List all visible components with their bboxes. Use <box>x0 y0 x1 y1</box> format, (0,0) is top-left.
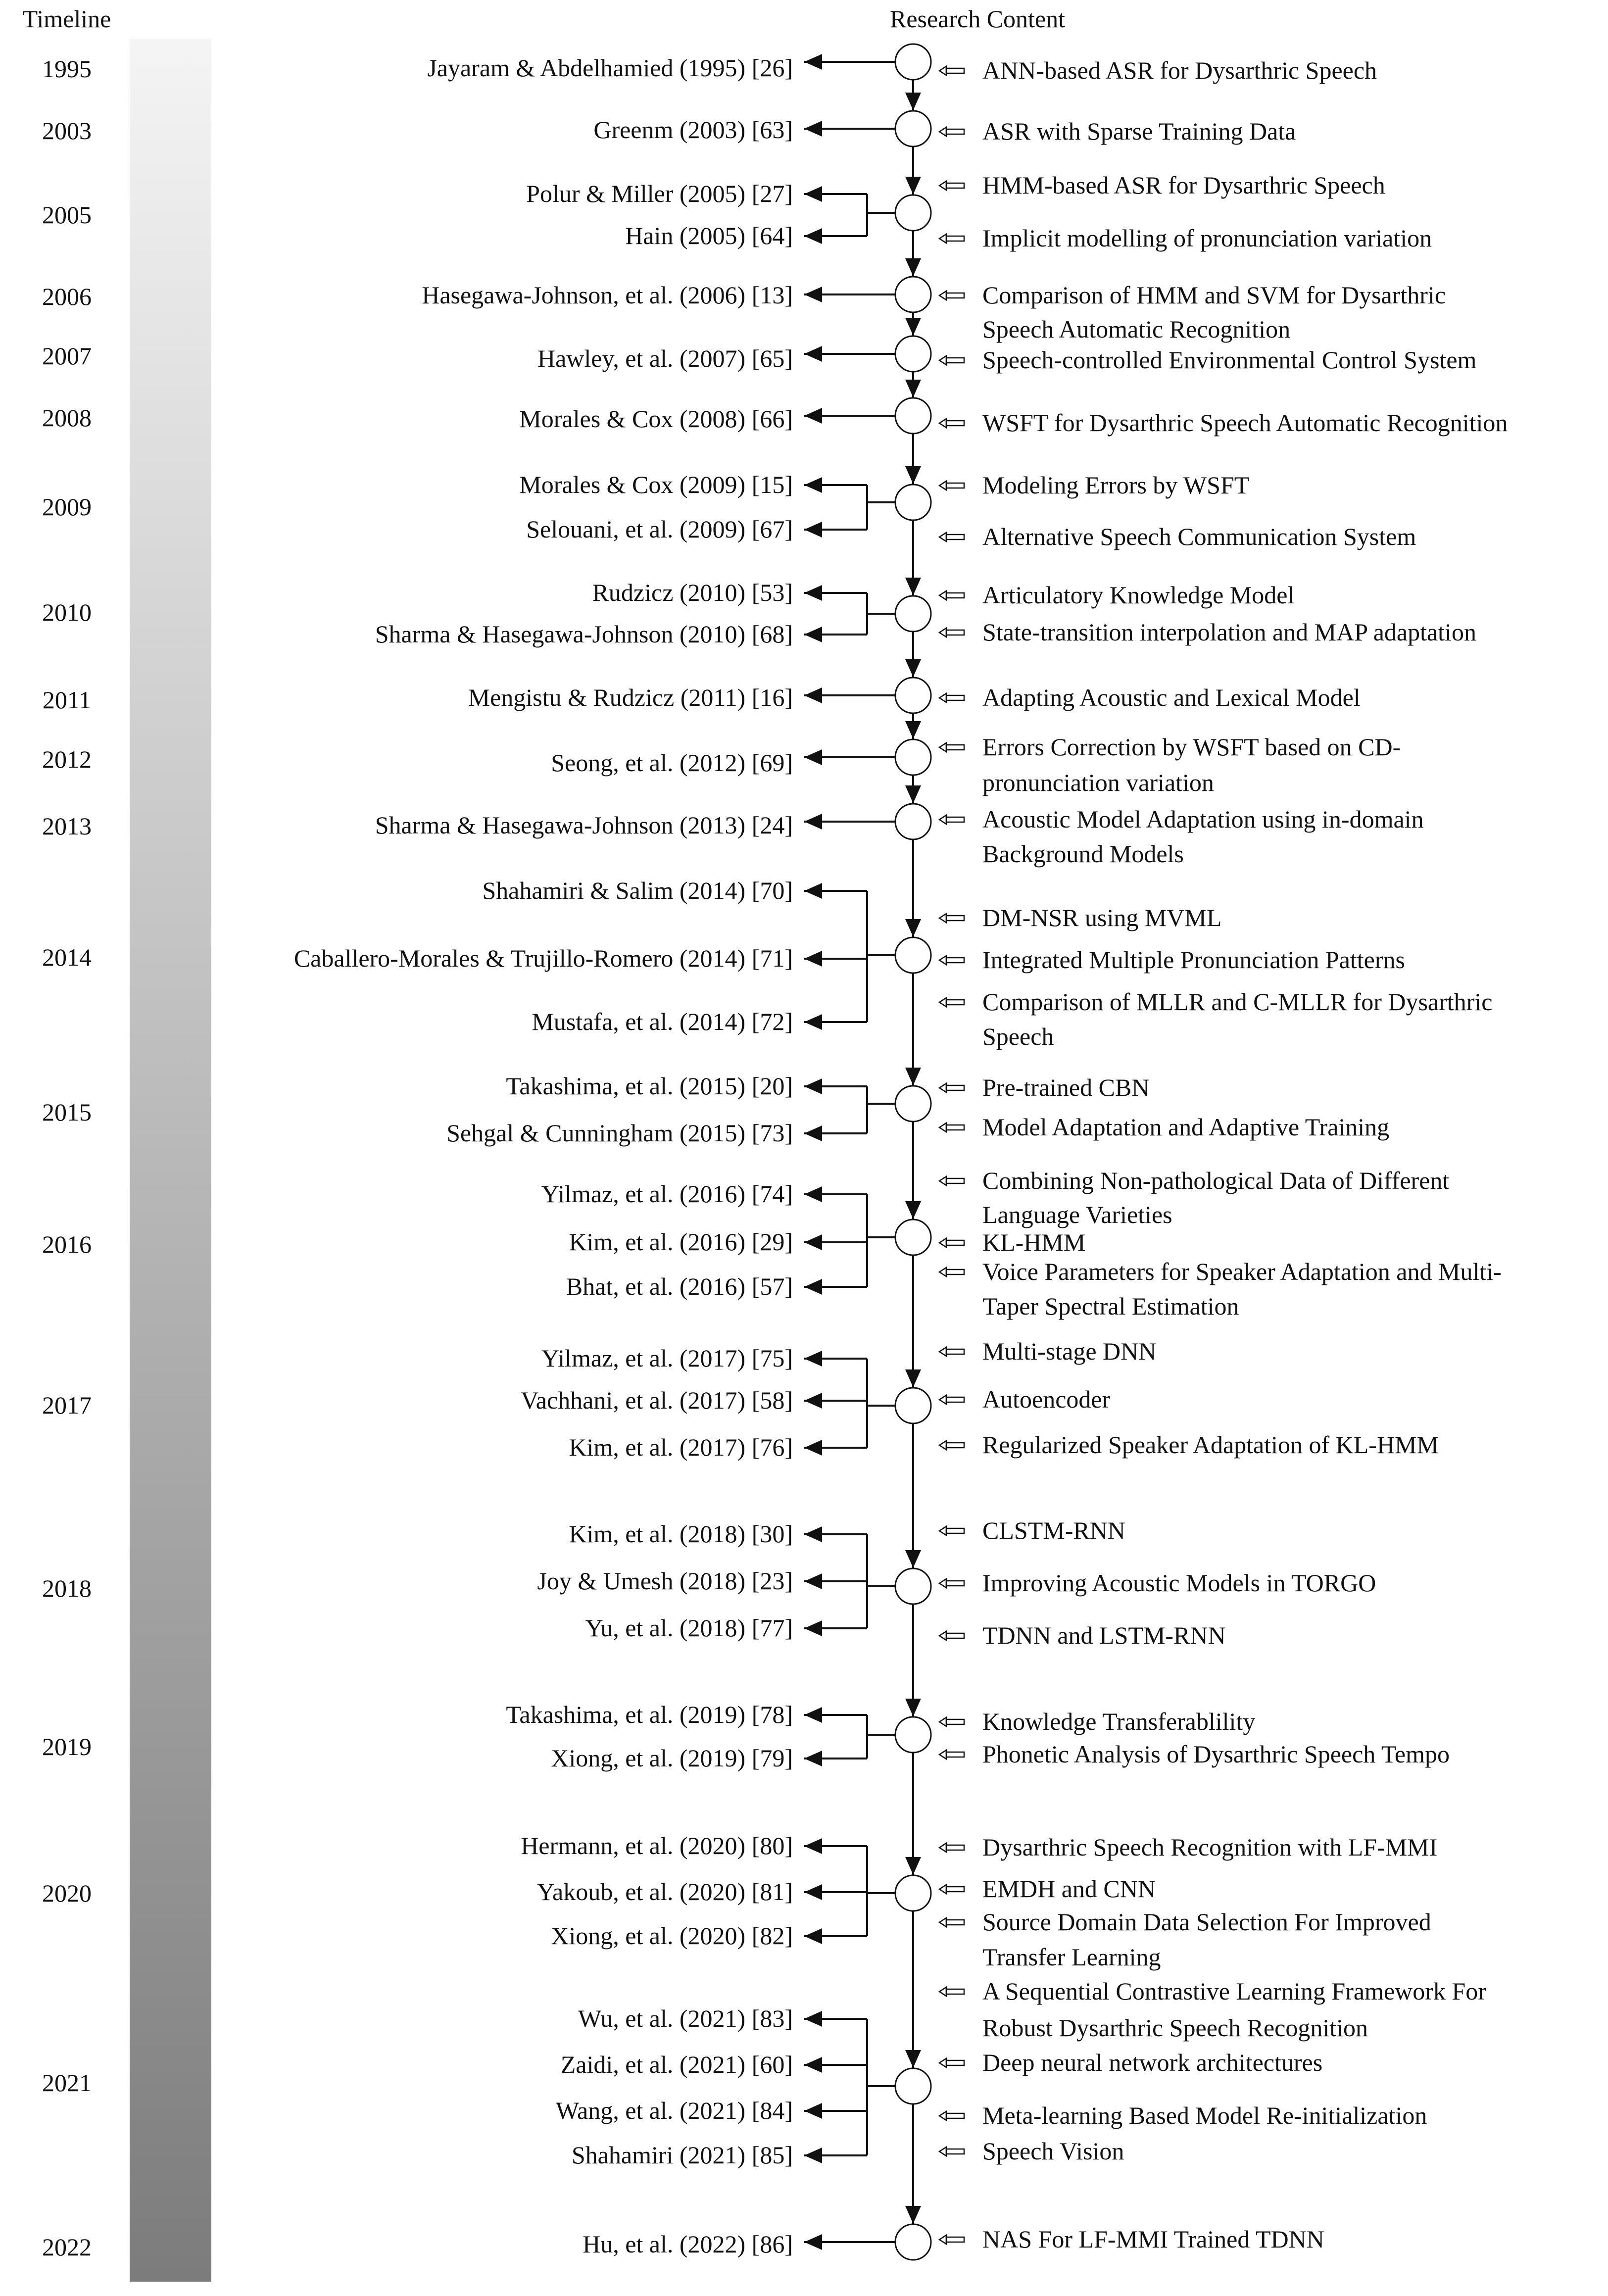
research-content-text: Pre-trained CBN <box>982 1074 1150 1101</box>
year-label: 2005 <box>42 201 92 229</box>
research-content-text: Regularized Speaker Adaptation of KL-HMM <box>982 1431 1439 1459</box>
year-group-2009 <box>42 471 1416 550</box>
content-pointer-icon <box>939 356 964 365</box>
reference-citation: Jayaram & Abdelhamied (1995) [26] <box>427 54 793 82</box>
reference-citation: Shahamiri & Salim (2014) [70] <box>482 877 793 904</box>
reference-citation: Morales & Cox (2008) [66] <box>519 405 793 433</box>
research-content-text: HMM-based ASR for Dysarthric Speech <box>982 171 1385 199</box>
research-content-text: DM-NSR using MVML <box>982 904 1222 931</box>
year-group-2021 <box>42 1977 1486 2169</box>
year-label: 2015 <box>42 1098 92 1126</box>
reference-citation: Hain (2005) [64] <box>625 222 793 249</box>
timeline-node <box>895 2068 931 2104</box>
reference-citation: Yilmaz, et al. (2017) [75] <box>541 1344 793 1372</box>
research-content-text: Combining Non-pathological Data of Different <box>982 1167 1450 1194</box>
timeline-node <box>895 1388 931 1423</box>
timeline-node <box>895 1220 931 1255</box>
reference-citation: Morales & Cox (2009) [15] <box>519 471 793 498</box>
content-pointer-icon <box>939 1918 964 1927</box>
content-pointer-icon <box>939 2111 964 2120</box>
research-content-text: Phonetic Analysis of Dysarthric Speech Tempo <box>982 1740 1450 1768</box>
research-content-text: Background Models <box>982 840 1184 868</box>
year-label: 2021 <box>42 2069 92 2097</box>
year-group-2018 <box>42 1516 1376 1649</box>
timeline-node <box>895 596 931 632</box>
research-content-text: Improving Acoustic Models in TORGO <box>982 1569 1376 1597</box>
year-label: 2016 <box>42 1230 92 1258</box>
timeline-node <box>895 44 931 80</box>
research-content-text: Dysarthric Speech Recognition with LF-MMI <box>982 1833 1438 1861</box>
timeline-node <box>895 804 931 839</box>
year-label: 2013 <box>42 812 92 840</box>
research-content-text: EMDH and CNN <box>982 1875 1156 1903</box>
content-pointer-icon <box>939 419 964 428</box>
research-content-text: Alternative Speech Communication System <box>982 523 1416 550</box>
timeline-node <box>895 937 931 973</box>
timeline-node <box>895 2224 931 2260</box>
content-pointer-icon <box>939 127 964 136</box>
year-label: 2007 <box>42 342 92 370</box>
content-pointer-icon <box>939 1395 964 1404</box>
research-content-text: Source Domain Data Selection For Improved <box>982 1908 1431 1936</box>
content-pointer-icon <box>939 628 964 637</box>
content-pointer-icon <box>939 1717 964 1726</box>
research-content-text: Multi-stage DNN <box>982 1337 1157 1365</box>
research-content-text: Modeling Errors by WSFT <box>982 471 1250 499</box>
content-pointer-icon <box>939 1631 964 1640</box>
content-pointer-icon <box>939 66 964 75</box>
research-content-text: Acoustic Model Adaptation using in-domain <box>982 805 1424 833</box>
reference-citation: Shahamiri (2021) [85] <box>571 2141 793 2169</box>
reference-citation: Seong, et al. (2012) [69] <box>551 749 793 777</box>
content-pointer-icon <box>939 998 964 1007</box>
reference-citation: Yakoub, et al. (2020) [81] <box>536 1878 793 1905</box>
timeline-node <box>895 111 931 147</box>
research-content-text: Errors Correction by WSFT based on CD- <box>982 733 1401 761</box>
timeline-node <box>895 336 931 372</box>
research-content-text: ANN-based ASR for Dysarthric Speech <box>982 56 1377 84</box>
research-content-text: ASR with Sparse Training Data <box>982 117 1296 145</box>
reference-citation: Greenm (2003) [63] <box>593 116 793 144</box>
content-pointer-icon <box>939 481 964 490</box>
reference-citation: Bhat, et al. (2016) [57] <box>566 1272 793 1300</box>
timeline-node <box>895 1875 931 1911</box>
reference-citation: Mengistu & Rudzicz (2011) [16] <box>468 684 793 711</box>
year-label: 2010 <box>42 598 92 626</box>
year-group-2022 <box>42 2224 1324 2261</box>
content-pointer-icon <box>939 914 964 923</box>
research-content-text: Speech Vision <box>982 2137 1124 2165</box>
reference-citation: Kim, et al. (2018) [30] <box>569 1520 793 1548</box>
reference-citation: Hermann, et al. (2020) [80] <box>521 1832 793 1859</box>
research-content-text: Language Varieties <box>982 1201 1172 1228</box>
research-content-text: Autoencoder <box>982 1385 1111 1413</box>
timeline-header: Timeline <box>22 5 111 33</box>
reference-citation: Xiong, et al. (2019) [79] <box>551 1744 793 1772</box>
timeline-node <box>895 1568 931 1604</box>
year-group-2015 <box>42 1072 1389 1147</box>
reference-citation: Sharma & Hasegawa-Johnson (2013) [24] <box>375 811 793 839</box>
reference-citation: Hasegawa-Johnson, et al. (2006) [13] <box>422 281 793 309</box>
timeline-node <box>895 678 931 713</box>
timeline-node <box>895 1086 931 1122</box>
year-group-2008 <box>42 398 1508 437</box>
research-content-text: State-transition interpolation and MAP adaptation <box>982 618 1476 646</box>
timeline-node <box>895 485 931 520</box>
year-group-2016 <box>42 1167 1502 1320</box>
research-content-text: A Sequential Contrastive Learning Framework For <box>982 1977 1486 2005</box>
content-pointer-icon <box>939 1843 964 1852</box>
year-group-2006 <box>42 277 1446 343</box>
content-pointer-icon <box>939 693 964 702</box>
content-pointer-icon <box>939 1750 964 1759</box>
research-content-text: Taper Spectral Estimation <box>982 1292 1239 1320</box>
research-content-text: KL-HMM <box>982 1228 1086 1256</box>
timeline-node <box>895 398 931 434</box>
reference-citation: Kim, et al. (2016) [29] <box>569 1228 793 1256</box>
research-content-text: Meta-learning Based Model Re-initialization <box>982 2101 1427 2129</box>
research-content-text: Transfer Learning <box>982 1943 1161 1971</box>
content-pointer-icon <box>939 1987 964 1996</box>
reference-citation: Zaidi, et al. (2021) [60] <box>560 2051 793 2078</box>
content-pointer-icon <box>939 956 964 965</box>
content-pointer-icon <box>939 1176 964 1185</box>
reference-citation: Xiong, et al. (2020) [82] <box>551 1922 793 1950</box>
research-content-header: Research Content <box>889 5 1066 33</box>
reference-citation: Wang, et al. (2021) [84] <box>555 2097 793 2124</box>
content-pointer-icon <box>939 1441 964 1450</box>
year-label: 2019 <box>42 1733 92 1760</box>
year-group-2019 <box>42 1701 1450 1772</box>
reference-citation: Takashima, et al. (2019) [78] <box>506 1701 793 1728</box>
reference-citation: Caballero-Morales & Trujillo-Romero (2014) [71] <box>293 944 793 972</box>
timeline-gradient-bar <box>130 39 211 2282</box>
reference-citation: Vachhani, et al. (2017) [58] <box>521 1386 793 1414</box>
timeline-node <box>895 195 931 231</box>
year-label: 2017 <box>42 1391 92 1419</box>
research-content-text: WSFT for Dysarthric Speech Automatic Recognition <box>982 409 1508 437</box>
reference-citation: Selouani, et al. (2009) [67] <box>526 515 793 543</box>
research-content-text: Model Adaptation and Adaptive Training <box>982 1113 1390 1141</box>
reference-citation: Takashima, et al. (2015) [20] <box>506 1072 793 1100</box>
research-content-text: Adapting Acoustic and Lexical Model <box>982 684 1361 711</box>
research-content-text: CLSTM-RNN <box>982 1516 1125 1544</box>
content-pointer-icon <box>939 1268 964 1276</box>
research-content-text: Comparison of MLLR and C-MLLR for Dysarthric <box>982 988 1493 1016</box>
content-pointer-icon <box>939 2058 964 2067</box>
research-content-text: Voice Parameters for Speaker Adaptation and Multi- <box>982 1258 1502 1285</box>
content-pointer-icon <box>939 815 964 824</box>
reference-citation: Yilmaz, et al. (2016) [74] <box>541 1180 793 1208</box>
reference-citation: Sehgal & Cunningham (2015) [73] <box>446 1119 793 1147</box>
reference-citation: Kim, et al. (2017) [76] <box>569 1433 793 1461</box>
timeline-node <box>895 1717 931 1753</box>
timeline-node <box>895 277 931 312</box>
reference-citation: Wu, et al. (2021) [83] <box>578 2004 793 2032</box>
year-group-2012 <box>42 733 1401 796</box>
content-pointer-icon <box>939 1238 964 1247</box>
reference-citation: Rudzicz (2010) [53] <box>592 579 793 606</box>
year-label: 1995 <box>42 55 92 83</box>
year-group-2011 <box>43 678 1361 714</box>
year-group-2017 <box>42 1337 1439 1461</box>
content-pointer-icon <box>939 234 964 243</box>
year-label: 2011 <box>42 686 92 714</box>
content-pointer-icon <box>939 1083 964 1092</box>
research-content-text: NAS For LF-MMI Trained TDNN <box>982 2225 1324 2253</box>
content-pointer-icon <box>939 1347 964 1356</box>
reference-citation: Hu, et al. (2022) [86] <box>583 2230 793 2258</box>
timeline-groups <box>42 44 1508 2261</box>
research-content-text: Knowledge Transferablility <box>982 1708 1256 1735</box>
timeline-node <box>895 739 931 775</box>
year-label: 2020 <box>42 1879 92 1907</box>
year-group-2003 <box>42 111 1296 147</box>
content-pointer-icon <box>939 1579 964 1588</box>
research-content-text: pronunciation variation <box>982 769 1214 796</box>
research-content-text: Articulatory Knowledge Model <box>982 581 1295 609</box>
research-content-text: Implicit modelling of pronunciation variation <box>982 224 1432 252</box>
year-group-2014 <box>42 877 1492 1050</box>
content-pointer-icon <box>939 1885 964 1894</box>
year-label: 2014 <box>42 943 92 971</box>
year-label: 2008 <box>42 404 92 432</box>
content-pointer-icon <box>939 181 964 190</box>
year-group-2010 <box>42 579 1476 648</box>
reference-citation: Hawley, et al. (2007) [65] <box>537 344 793 372</box>
research-content-text: Speech-controlled Environmental Control System <box>982 346 1477 374</box>
research-content-text: Deep neural network architectures <box>982 2049 1323 2076</box>
content-pointer-icon <box>939 743 964 752</box>
year-label: 2003 <box>42 117 92 145</box>
content-pointer-icon <box>939 1526 964 1535</box>
content-pointer-icon <box>939 1123 964 1132</box>
reference-citation: Mustafa, et al. (2014) [72] <box>532 1008 793 1035</box>
content-pointer-icon <box>939 2235 964 2244</box>
research-content-text: Integrated Multiple Pronunciation Patterns <box>982 946 1405 974</box>
year-group-2020 <box>42 1832 1437 1971</box>
research-content-text: Comparison of HMM and SVM for Dysarthric <box>982 281 1446 309</box>
year-label: 2022 <box>42 2233 92 2261</box>
research-content-text: TDNN and LSTM-RNN <box>982 1621 1226 1649</box>
year-label: 2006 <box>42 283 92 310</box>
research-content-text: Speech Automatic Recognition <box>982 315 1291 343</box>
research-content-text: Robust Dysarthric Speech Recognition <box>982 2014 1368 2042</box>
reference-citation: Joy & Umesh (2018) [23] <box>537 1567 793 1595</box>
content-pointer-icon <box>939 2147 964 2156</box>
content-pointer-icon <box>939 533 964 541</box>
year-group-1995 <box>42 44 1377 84</box>
year-label: 2018 <box>42 1574 92 1602</box>
year-label: 2009 <box>42 493 92 521</box>
research-content-text: Speech <box>982 1023 1054 1050</box>
content-pointer-icon <box>939 291 964 300</box>
content-pointer-icon <box>939 591 964 600</box>
year-group-2013 <box>42 804 1424 868</box>
reference-citation: Sharma & Hasegawa-Johnson (2010) [68] <box>375 620 793 648</box>
year-label: 2012 <box>42 745 92 773</box>
year-group-2005 <box>42 171 1432 252</box>
reference-citation: Polur & Miller (2005) [27] <box>526 180 793 207</box>
reference-citation: Yu, et al. (2018) [77] <box>585 1614 793 1642</box>
